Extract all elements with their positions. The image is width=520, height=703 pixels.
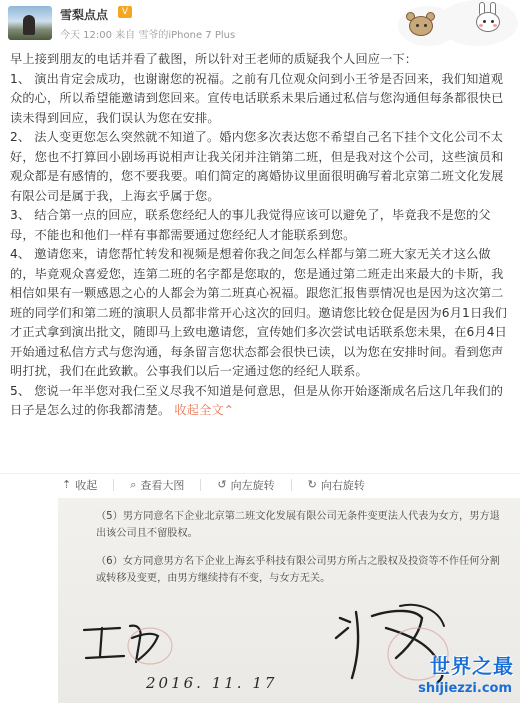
watermark-url: shijiezzi.com xyxy=(418,681,512,696)
rotate-right-label: 向右旋转 xyxy=(320,478,365,492)
chevron-up-icon: ⌃ xyxy=(223,403,235,417)
vip-badge-icon: V xyxy=(118,6,132,18)
clause-6-line-2: 或转移及变更，由男方继续持有不变，与女方无关。 xyxy=(96,573,331,584)
watermark xyxy=(398,650,520,703)
clause-6-line-1: （6）女方同意男方名下企业上海玄乎科技有限公司男方所占之股权及投资等不作任何分割 xyxy=(96,556,500,567)
image-actions-bar xyxy=(0,473,520,495)
rotate-left-label: 向左旋转 xyxy=(230,478,275,492)
post-paragraph: 4、 邀请您来，请您帮忙转发和视频是想着你我之间怎么样都与第二班大家无关才这么做的，毕竟观众喜爱您，连第二班的名字都是您取的，您是通过第二班走出来最大的卡斯，我相信如果有一颗感恩之心的人都会为第二班真心祝福。跟您汇报售票情况也是因为这次第二班的同学们和第二班的演职人员都非常开心这次的回归。邀请您比较仓促是因为6月1日我们才正式拿到演出批文，随即马上致电邀请您，宣传她们多次尝试电话联系您未果，在6月4日开始通过私信方式与您沟通，每条留言您状态都会很快已读，以为您在安排时间。看到您声明打扰，我们在此致歉。公事我们以后一定通过您的经纪人联系。 xyxy=(10,247,507,378)
divider xyxy=(113,479,114,491)
clause-6 xyxy=(96,553,506,587)
post-header xyxy=(0,0,520,46)
rotate-right-button[interactable] xyxy=(308,477,365,493)
rotate-right-icon: ↻ xyxy=(307,478,317,491)
bunny-icon xyxy=(474,2,502,34)
post-paragraph: 1、 演出肯定会成功，也谢谢您的祝福。之前有几位观众问到小王爷是否回来，我们知道观众的心，所以希望能邀请到您回来。宣传电话联系未果后通过私信与您沟通但每条都很快已读未得到回应，我们误认为您在安排。 xyxy=(10,71,504,125)
post-paragraph: 2、 法人变更您怎么突然就不知道了。婚内您多次表达您不希望自己名下挂个文化公司不太好，您也不打算回小剧场再说相声让我关闭并注销第二班，但是我对这个公司，这些演员和观众都是有感情的，您不要我要。咱们简定的离婚协议里面很明确写着北京第二班文化发展有限公司是属于我，上海玄乎属于您。 xyxy=(10,130,504,203)
magnifier-icon: ⌕ xyxy=(130,477,137,491)
post-paragraph-text: 5、 您说一年半您对我仁至义尽我不知道是何意思，但是从你开始逐渐成名后这几年我们的日子是怎么过的你我都清楚。 xyxy=(10,383,504,417)
collapse-button[interactable] xyxy=(62,477,97,493)
rotate-left-button[interactable] xyxy=(217,477,274,493)
cartoon-decoration-icon xyxy=(398,0,520,52)
view-large-label: 查看大图 xyxy=(140,478,185,492)
post-paragraph: 3、 结合第一点的回应，联系您经纪人的事儿我觉得应该可以避免了，毕竟我不是您的父母，不能也和他们一样有事都需要通过您经纪人才能联系到您。 xyxy=(10,208,491,242)
collapse-up-icon: ⇡ xyxy=(62,478,72,491)
divider xyxy=(291,479,292,491)
view-large-button[interactable] xyxy=(130,477,184,493)
signature-date: 2016. 11. 17 xyxy=(146,674,278,692)
divider xyxy=(200,479,201,491)
collapse-label: 收起 xyxy=(75,478,98,492)
post-meta: 今天 12:00 来自 雪爷的iPhone 7 Plus xyxy=(60,30,236,41)
rotate-left-icon: ↺ xyxy=(217,478,227,491)
collapse-link-label: 收起全文 xyxy=(174,403,224,417)
clause-5-line-2: 出该公司且不留股权。 xyxy=(96,528,198,539)
username[interactable]: 雪梨点点 xyxy=(60,8,109,22)
post-paragraph-last xyxy=(10,382,510,421)
post-body xyxy=(10,50,510,421)
bear-icon xyxy=(406,12,436,38)
collapse-full-text-link[interactable] xyxy=(174,403,234,417)
watermark-title: 世界之最 xyxy=(430,654,514,678)
signature-left xyxy=(80,616,190,676)
avatar[interactable] xyxy=(8,6,52,40)
post-paragraph: 早上接到朋友的电话并看了截图，所以针对王老师的质疑我个人回应一下： xyxy=(10,52,418,66)
clause-5-line-1: （5）男方同意名下企业北京第二班文化发展有限公司无条件变更法人代表为女方，男方退 xyxy=(96,511,500,522)
clause-5 xyxy=(96,508,506,542)
